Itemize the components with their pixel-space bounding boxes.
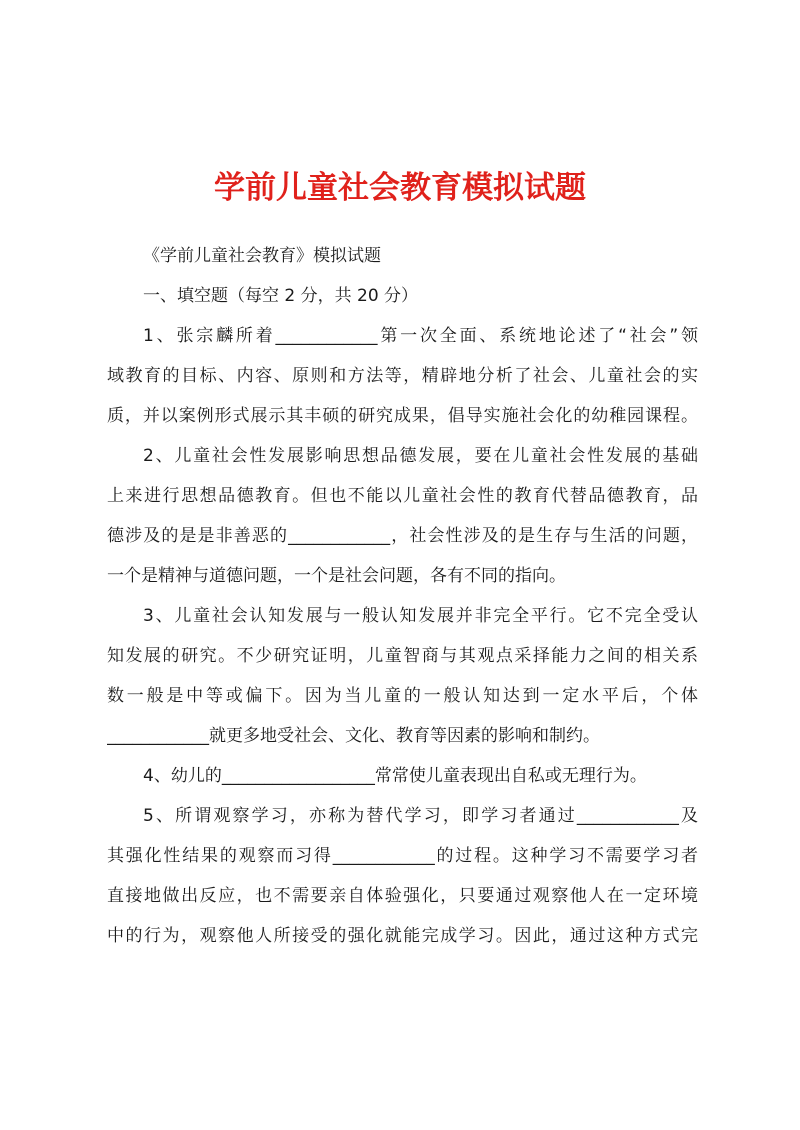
paragraph-line: 德涉及的是是非善恶的____________，社会性涉及的是生存与生活的问题， — [107, 526, 698, 546]
paragraph-line: 中的行为，观察他人所接受的强化就能完成学习。因此，通过这种方式完 — [107, 926, 698, 946]
paragraph-line: 直接地做出反应，也不需要亲自体验强化，只要通过观察他人在一定环境 — [107, 886, 698, 906]
question-4 — [107, 756, 698, 796]
paragraph-line: ____________就更多地受社会、文化、教育等因素的影响和制约。 — [107, 726, 600, 746]
paragraph-line: 5、所谓观察学习，亦称为替代学习，即学习者通过____________及 — [143, 806, 698, 826]
paragraph-line: 1、张宗麟所着____________第一次全面、系统地论述了“社会”领 — [143, 326, 698, 346]
paragraph-line: 上来进行思想品德教育。但也不能以儿童社会性的教育代替品德教育，品 — [107, 486, 698, 506]
paragraph-line: 质，并以案例形式展示其丰硕的研究成果，倡导实施社会化的幼稚园课程。 — [107, 406, 698, 426]
paragraph-line: 知发展的研究。不少研究证明，儿童智商与其观点采择能力之间的相关系 — [107, 646, 698, 666]
paragraph-line: 数一般是中等或偏下。因为当儿童的一般认知达到一定水平后，个体 — [107, 686, 698, 706]
question-2 — [107, 436, 698, 596]
section-heading: 一、填空题（每空 2 分，共 20 分） — [143, 286, 419, 306]
question-1 — [107, 316, 698, 436]
question-5 — [107, 796, 698, 956]
document-body — [107, 236, 698, 956]
document-title: 学前儿童社会教育模拟试题 — [214, 170, 586, 206]
paragraph-line: 4、幼儿的__________________常常使儿童表现出自私或无理行为。 — [143, 766, 647, 786]
paragraph-line: 3、儿童社会认知发展与一般认知发展并非完全平行。它不完全受认 — [143, 606, 698, 626]
paragraph-line: 一个是精神与道德问题，一个是社会问题，各有不同的指向。 — [107, 566, 566, 586]
document-subtitle: 《学前儿童社会教育》模拟试题 — [143, 246, 381, 266]
paragraph-line: 域教育的目标、内容、原则和方法等，精辟地分析了社会、儿童社会的实 — [107, 366, 698, 386]
paragraph-line: 其强化性结果的观察而习得____________的过程。这种学习不需要学习者 — [107, 846, 698, 866]
question-3 — [107, 596, 698, 756]
paragraph-line: 2、儿童社会性发展影响思想品德发展，要在儿童社会性发展的基础 — [143, 446, 698, 466]
